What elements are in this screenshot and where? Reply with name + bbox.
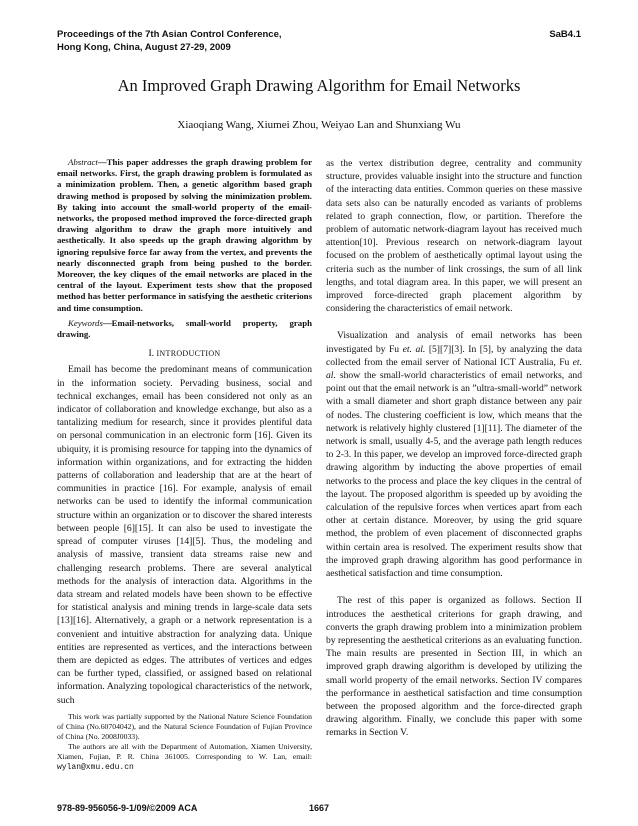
right-paragraph-3: The rest of this paper is organized as follows. Section II introduces the aesthetical criterions for graph drawing, and converts the graph drawing problem into a minimization problem by representing the aesthetical criterions as an evaluating function. The main results are presented in Section III, in which an improved graph drawing algorithm is developed by utilizing the small world property of the email networks. Section IV compares the performance in aesthetical satisfaction and time consumption between the proposed algorithm and the force-directed graph drawing algorithm. Finally, we conclude this paper with some remarks in Section V.	[326, 595, 583, 739]
conference-header	[57, 28, 282, 54]
right-paragraph-1: as the vertex distribution degree, centrality and community structure, provides valuable insight into the structure and function of the interacting data entities. Common queries on these massive data sets also can be naturally encoded as variants of problems related to graph connection, flow, or partition. Therefore the problem of automatic network-diagram layout has received much attention[10]. Previous research on network-diagram layout focused on the problem of aesthetically optimal layout using the criteria such as the number of link crossings, the sum of all link lengths, and total diagram area. In this paper, we will present an improved force-directed graph placement algorithm by considering the characteristics of email network.	[326, 158, 582, 315]
footnotes	[57, 712, 312, 774]
session-code: SaB4.1	[549, 29, 581, 40]
footnote-funding: This work was partially supported by the National Nature Science Foundation of China (No.60704042), and the Natural Science Foundation of Fujian Province of China (No. 2008J0033).	[57, 712, 312, 742]
keywords	[57, 318, 312, 340]
section-title: INTRODUCTION	[156, 349, 221, 359]
abstract-label: Abstract	[68, 157, 98, 167]
keywords-dash: —	[102, 317, 112, 328]
footnote-email: wylan@xmu.edu.cn	[57, 763, 134, 773]
paper-authors: Xiaoqiang Wang, Xiumei Zhou, Weiyao Lan and Shunxiang Wu	[177, 119, 461, 131]
conference-line-2: Hong Kong, China, August 27-29, 2009	[57, 42, 231, 53]
right-p2-etal-2: et. al.	[326, 356, 582, 382]
left-column	[57, 157, 312, 707]
section-number: I.	[148, 348, 157, 360]
right-column	[326, 157, 582, 740]
abstract-text: This paper addresses the graph drawing problem for email networks. First, the graph drawing problem is formulated as a minimization problem. Then, a genetic algorithm based graph drawing method is proposed by solving the minimization problem. By taking into account the small-world property of the email-networks, the proposed method improved the force-directed graph drawing algorithm to draw the graph more intuitively and aesthetically. It also speeds up the graph drawing algorithm by ignoring repulsive force far away from the vertex, and prevents the nearly disconnected graph from being pushed to the border. Moreover, the key cliques of the email networks are placed in the central of the layout. Experiment tests show that the proposed method has better performance in satisfying the aesthetic criterions and time consumption.	[57, 157, 312, 313]
right-p2-text-b: [5][7][3]. In [5], by analyzing the data collected from the email server of National ICT Australia, Fu	[326, 343, 582, 368]
footnote-affiliation	[57, 742, 312, 773]
keywords-text: Email-networks, small-world property, graph drawing.	[57, 317, 312, 340]
page-number: 1667	[308, 803, 330, 813]
right-p2-text-c: show the small-world characteristics of email networks, and point out that the email network is an ”ultra-small-world” network with a small diameter and short graph distance between any pair of nodes. The clustering coefficient is low, which means that the network is relatively highly clustered [1][11]. The diameter of the network is small, usually 4-5, and the average path length reduces to 2-3. In this paper, we develop an improved force-directed graph drawing algorithm by inducting the above properties of email networks to the process and place the key cliques in the central of the layout. The proposed algorithm is speeded up by avoiding the calculation of the repulsive forces when vertices apart from each other at certain distance. Moreover, by using the grid square method, the problem of even placement of disconnected graphs within certain area is resolved. The experiment results show that the improved graph drawing algorithm has good performance in aesthetical satisfaction and time consumption.	[326, 370, 582, 580]
footnote-affiliation-text: The authors are all with the Department of Automation, Xiamen University, Xiamen, Fujian, P. R. China 361005. Corresponding to W. Lan, email:	[57, 742, 312, 762]
right-p2-etal-1: et. al.	[402, 343, 426, 355]
section-heading-introduction	[57, 347, 312, 360]
abstract	[57, 157, 312, 314]
conference-line-1: Proceedings of the 7th Asian Control Conference,	[57, 29, 282, 40]
abstract-dash: —	[97, 157, 107, 167]
right-p2-text-a: Visualization and analysis of email networks has been investigated by Fu	[326, 330, 582, 355]
intro-paragraph-1: Email has become the predominant means of communication in the information society. Pervading business, social and technical exchanges, email has been considered not only as an indicator of collaboration and knowledge exchange, but also as a tantalizing medium for research, since it provides plentiful data on personal communication in an electronic form [16]. Given its ubiquity, it is promising resource for tapping into the dynamics of information within organizations, and for extracting the hidden patterns of collaboration and leadership that are at the heart of communities in practice [16]. For example, analysis of email networks can be used to identify the informal communication structure within an organization or to discover the shared interests between people [6][15]. It can also be used to investigate the spread of computer viruses [14][5]. Thus, the modeling and analysis of massive, transient data streams raise new and challenging research problems. There are several analytical methods for the analysis of interaction data. Algorithms in the data stream and related models have been shown to be effective for statistical analysis and mining trends in large-scale data sets [13][16]. Alternatively, a graph or a network representation is a convenient and intuitive abstraction for analyzing data. Unique entities are represented as vertices, and the interactions between them are depicted as edges. The attributes of vertices and edges can be further typed, classified, or assigned based on relational information. Analyzing topological characteristics of the network, such	[57, 364, 312, 706]
paper-title: An Improved Graph Drawing Algorithm for Email Networks	[117, 76, 521, 95]
right-paragraph-2	[326, 329, 582, 580]
keywords-label: Keywords	[68, 317, 103, 328]
isbn-footer: 978-89-956056-9-1/09/©2009 ACA	[57, 803, 198, 813]
